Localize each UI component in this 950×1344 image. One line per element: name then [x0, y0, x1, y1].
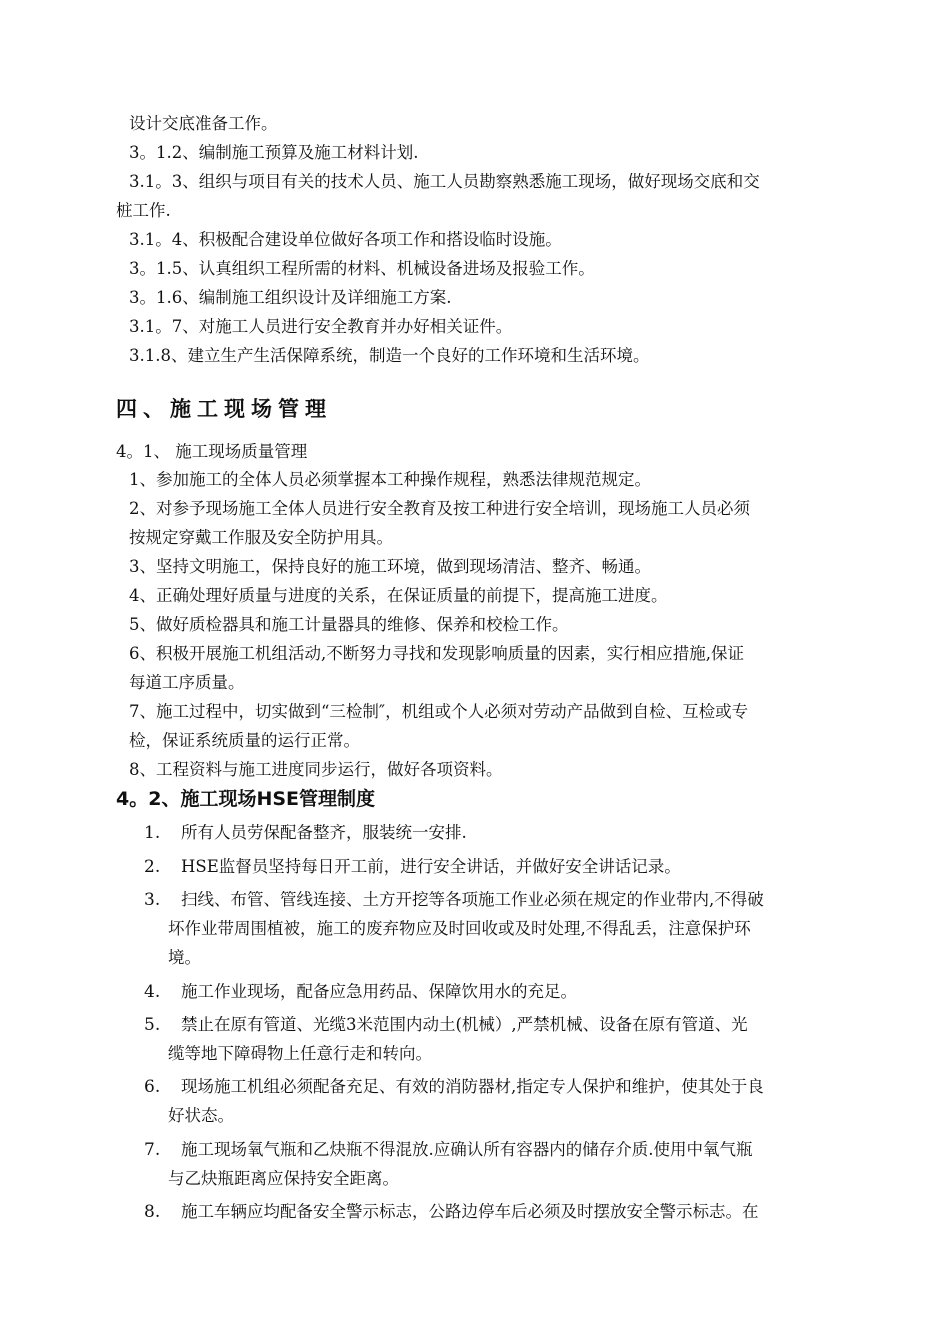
list-item-line: 境。 [168, 948, 201, 967]
list-number: 5. [144, 1015, 161, 1035]
subsection-heading: 4。2、施工现场HSE管理制度 [116, 788, 376, 810]
text-line: 1、参加施工的全体人员必须掌握本工种操作规程，熟悉法律规范规定。 [129, 470, 651, 489]
list-item-line: 扫线、布管、管线连接、土方开挖等各项施工作业必须在规定的作业带内,不得破 [181, 890, 764, 909]
list-item-line: 缆等地下障碍物上任意行走和转向。 [168, 1044, 432, 1063]
list-number: 3. [144, 890, 161, 910]
text-line: 每道工序质量。 [129, 673, 245, 692]
text-line: 按规定穿戴工作服及安全防护用具。 [129, 528, 393, 547]
list-item-line: 施工车辆应均配备安全警示标志，公路边停车后必须及时摆放安全警示标志。在 [181, 1202, 759, 1221]
text-line: 3.1.8、建立生产生活保障系统，制造一个良好的工作环境和生活环境。 [129, 346, 650, 365]
list-number: 6. [144, 1077, 161, 1097]
text-line: 2、对参予现场施工全体人员进行安全教育及按工种进行安全培训，现场施工人员必须 [129, 499, 750, 518]
list-item-line: 所有人员劳保配备整齐，服装统一安排. [181, 823, 467, 842]
text-line: 3.1。3、组织与项目有关的技术人员、施工人员勘察熟悉施工现场，做好现场交底和交 [129, 172, 760, 191]
list-item-line: 与乙炔瓶距离应保持安全距离。 [168, 1169, 399, 1188]
text-line: 3。1.5、认真组织工程所需的材料、机械设备进场及报验工作。 [129, 259, 595, 278]
text-line: 3.1。7、对施工人员进行安全教育并办好相关证件。 [129, 317, 513, 336]
text-line: 7、施工过程中，切实做到“三检制″，机组或个人必须对劳动产品做到自检、互检或专 [129, 702, 749, 721]
list-item-line: 施工现场氧气瓶和乙炔瓶不得混放.应确认所有容器内的储存介质.使用中氧气瓶 [181, 1140, 753, 1159]
list-number: 7. [144, 1140, 161, 1160]
text-line: 3。1.2、编制施工预算及施工材料计划. [129, 143, 419, 162]
text-line: 3。1.6、编制施工组织设计及详细施工方案. [129, 288, 452, 307]
list-item-line: 施工作业现场，配备应急用药品、保障饮用水的充足。 [181, 982, 577, 1001]
text-line: 6、积极开展施工机组活动,不断努力寻找和发现影响质量的因素，实行相应措施,保证 [129, 644, 744, 663]
list-item-line: 禁止在原有管道、光缆3米范围内动土(机械）,严禁机械、设备在原有管道、光 [181, 1015, 748, 1034]
text-line: 桩工作. [116, 201, 171, 220]
list-item-line: 现场施工机组必须配备充足、有效的消防器材,指定专人保护和维护，使其处于良 [181, 1077, 764, 1096]
section-heading: 四、施工现场管理 [116, 397, 332, 421]
list-item-line: 坏作业带周围植被，施工的废弃物应及时回收或及时处理,不得乱丢，注意保护环 [168, 919, 751, 938]
text-line: 3、坚持文明施工，保持良好的施工环境，做到现场清洁、整齐、畅通。 [129, 557, 651, 576]
list-number: 2. [144, 857, 161, 877]
text-line: 5、做好质检器具和施工计量器具的维修、保养和校检工作。 [129, 615, 569, 634]
list-item-line: HSE监督员坚持每日开工前，进行安全讲话，并做好安全讲话记录。 [181, 857, 681, 876]
list-number: 4. [144, 982, 161, 1002]
text-line: 3.1。4、积极配合建设单位做好各项工作和搭设临时设施。 [129, 230, 562, 249]
text-line: 4、正确处理好质量与进度的关系，在保证质量的前提下，提高施工进度。 [129, 586, 668, 605]
text-line: 检，保证系统质量的运行正常。 [129, 731, 360, 750]
list-number: 8. [144, 1202, 161, 1222]
text-line: 8、工程资料与施工进度同步运行，做好各项资料。 [129, 760, 503, 779]
list-item-line: 好状态。 [168, 1106, 234, 1125]
text-line: 设计交底准备工作。 [129, 114, 278, 133]
subsection-title: 4。1、 施工现场质量管理 [116, 442, 308, 461]
list-number: 1. [144, 823, 161, 843]
